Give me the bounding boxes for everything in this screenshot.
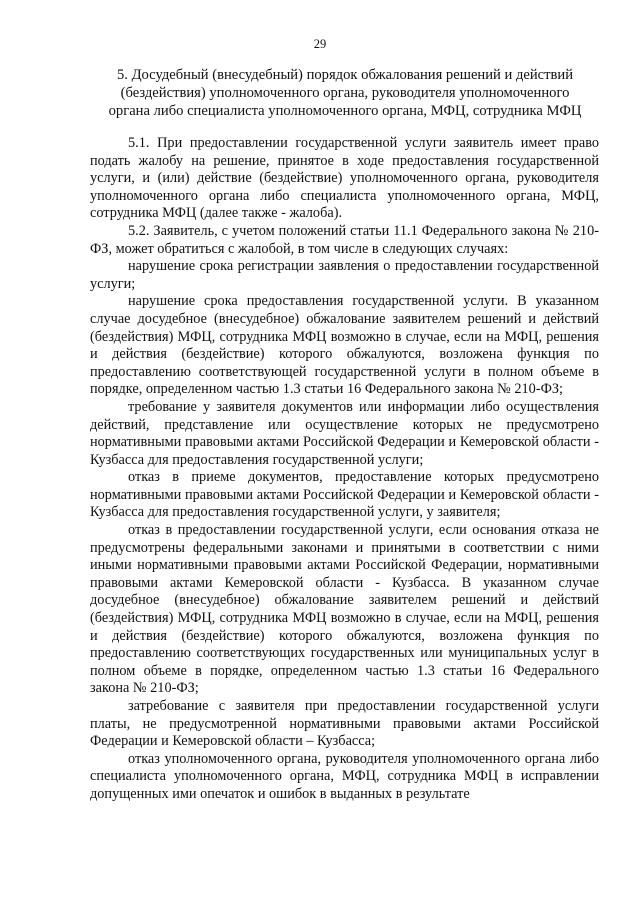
body-text — [90, 135, 599, 804]
list-item: нарушение срока регистрации заявления о предоставлении государственной услуги; — [90, 258, 599, 292]
section-title — [88, 66, 602, 120]
paragraph-5-1: 5.1. При предоставлении государственной услуги заявитель имеет право подать жалобу на решение, принятое в ходе предоставления государственной услуги, и (или) действие (бездействие) уполномоченного органа, руководителя уполномоченного органа либо специалиста уполномоченного органа, МФЦ, сотрудника МФЦ (далее также - жалоба). — [90, 135, 599, 222]
paragraph-5-2: 5.2. Заявитель, с учетом положений статьи 11.1 Федерального закона № 210-ФЗ, может обратиться с жалобой, в том числе в следующих случаях: — [90, 222, 599, 257]
list-item: отказ в приеме документов, предоставление которых предусмотрено нормативными правовыми актами Российской Федерации и Кемеровской области - Кузбасса для предоставления государственной услуги, у заявителя; — [90, 469, 599, 521]
list-item: нарушение срока предоставления государственной услуги. В указанном случае досудебное (внесудебное) обжалование заявителем решений и действий (бездействия) МФЦ, сотрудника МФЦ возможно в случае, если на МФЦ, решения и действия (бездействие) которого обжалуются, возложена функция по предоставлению соответствующей государственной услуги в полном объеме в порядке, определенном частью 1.3 статьи 16 Федерального закона № 210-ФЗ; — [90, 293, 599, 398]
list-item: отказ в предоставлении государственной услуги, если основания отказа не предусмотрены федеральными законами и принятыми в соответствии с ними иными нормативными правовыми актами Российской Федерации, нормативными правовыми актами Кемеровской области - Кузбасса. В указанном случае досудебное (внесудебное) обжалование заявителем решений и действий (бездействия) МФЦ, сотрудника МФЦ возможно в случае, если на МФЦ, решения и действия (бездействие) которого обжалуются, возложена функция по предоставлению соответствующих государственных или муниципальных услуг в полном объеме в порядке, определенном частью 1.3 статьи 16 Федерального закона № 210-ФЗ; — [90, 522, 599, 697]
page-number: 29 — [313, 37, 327, 51]
list-item: затребование с заявителя при предоставлении государственной услуги платы, не предусмотренной нормативными правовыми актами Российской Федерации и Кемеровской области – Кузбасса; — [90, 698, 599, 750]
section-title-line: органа либо специалиста уполномоченного органа, МФЦ, сотрудника МФЦ — [108, 103, 582, 119]
section-title-line: 5. Досудебный (внесудебный) порядок обжалования решений и действий — [116, 67, 574, 83]
list-item: отказ уполномоченного органа, руководителя уполномоченного органа либо специалиста уполномоченного органа, МФЦ, сотрудника МФЦ в исправлении допущенных ими опечаток и ошибок в выданных в результате — [90, 750, 599, 802]
list-item: требование у заявителя документов или информации либо осуществления действий, представление или осуществление которых не предусмотрено нормативными правовыми актами Российской Федерации и Кемеровской области - Кузбасса для предоставления государственной услуги; — [90, 398, 599, 468]
section-title-line: (бездействия) уполномоченного органа, руководителя уполномоченного — [120, 85, 570, 101]
